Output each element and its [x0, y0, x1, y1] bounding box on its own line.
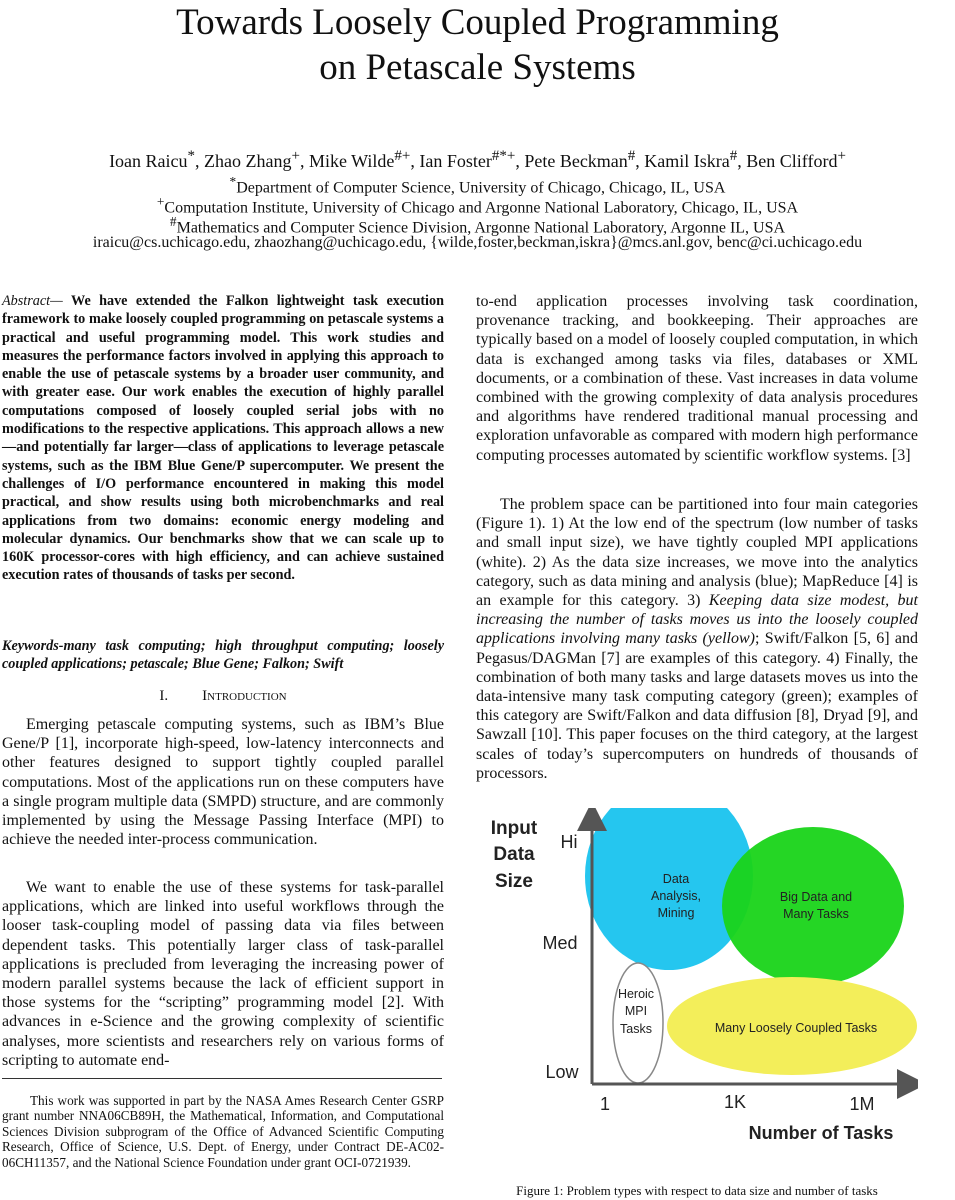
y-axis-title-3: Size [494, 871, 534, 892]
author-name: Pete Beckman [524, 151, 628, 171]
abstract-label: Abstract [2, 293, 51, 309]
label-analysis-1: Data [662, 872, 690, 886]
author-mark: * [187, 148, 196, 164]
region-big-data [722, 827, 904, 985]
abstract-dash: — [50, 293, 72, 309]
x-tick-1k: 1K [723, 1092, 747, 1112]
title-line-2: on Petascale Systems [319, 47, 636, 88]
author-name: Zhao Zhang [204, 151, 292, 171]
author-emails: iraicu@cs.uchicago.edu, zhaozhang@uchicago.edu, {wilde,foster,beckman,iskra}@mcs.anl.gov, benc@ci.uchicago.edu [92, 234, 863, 251]
intro-paragraph-1: Emerging petascale computing systems, such as IBM’s Blue Gene/P [1], incorporate high-speed, low-latency interconnects and other features designed to support tightly coupled parallel computations. Most of the applications run on these computers have a single program multiple data (SMPD) structure, and are commonly implemented by using the Message Passing Interface (MPI) to achieve the needed inter-process communication. [2, 716, 444, 849]
label-loose: Many Loosely Coupled Tasks [714, 1021, 878, 1035]
author-separator: , [410, 151, 420, 171]
author-name: Mike Wilde [308, 151, 395, 171]
affiliation-text: Department of Computer Science, University of Chicago, Chicago, IL, USA [236, 179, 726, 197]
affiliation-mark: * [229, 174, 237, 189]
label-bigdata-1: Big Data and [779, 890, 853, 904]
label-heroic-3: Tasks [620, 1022, 652, 1036]
y-axis-title-1: Input [490, 818, 538, 839]
figure-regions [585, 808, 917, 1083]
author-separator: , [515, 151, 525, 171]
author-separator: , [737, 151, 747, 171]
footnote: This work was supported in part by the NASA Ames Research Center GSRP grant number NNA06CB89H, the Mathematical, Information, and Computational Sciences Division subprogram of the Office of Advanced Scientific Computing Research, Office of Science, U.S. Dept. of Energy, under Contract DE-AC02-06CH11357, and the National Science Foundation under grant OCI-0721939. [2, 1093, 444, 1170]
label-heroic-2: MPI [624, 1004, 648, 1018]
footnote-rule [2, 1078, 442, 1079]
section-heading [2, 688, 444, 705]
abstract [2, 292, 444, 585]
label-heroic-1: Heroic [617, 987, 655, 1001]
author-name: Ian Foster [419, 151, 492, 171]
x-axis-title: Number of Tasks [748, 1123, 894, 1143]
paper-title [0, 0, 955, 90]
label-bigdata-2: Many Tasks [783, 907, 849, 921]
author-mark: + [291, 148, 300, 164]
author-separator: , [635, 151, 645, 171]
affiliation-text: Computation Institute, University of Chicago and Argonne National Laboratory, Chicago, IL, USA [164, 199, 799, 217]
figure-caption: Figure 1: Problem types with respect to data size and number of tasks [516, 1183, 878, 1198]
section-number: I. [159, 688, 169, 704]
figure-problem-types [476, 808, 918, 1178]
author-separator: , [195, 151, 205, 171]
author-mark: #+ [394, 148, 411, 164]
keywords: Keywords-many task computing; high throughput computing; loosely coupled applications; petascale; Blue Gene; Falkon; Swift [2, 638, 444, 673]
paragraph-text: ; Swift/Falkon [5, 6] and Pegasus/DAGMan [7] are examples of this category. 4) Finally, the combination of both many tasks and large datasets moves us into the data-intensive many task computing category (green); examples of this category are Swift/Falkon and data diffusion [8], Dryad [9], and Sawzall [10]. This paper focuses on the third category, at the largest scales of today’s supercomputers on hundreds of thousands of processors. [476, 630, 918, 782]
label-analysis-3: Mining [657, 906, 695, 920]
paragraph-emphasis: Keeping data size modest, but increasing the number of tasks moves us into the loosely coupled applications involving many tasks (yellow) [476, 592, 919, 648]
affiliation-mark: + [156, 194, 165, 209]
author-mark: #*+ [491, 148, 516, 164]
section-title: Introduction [202, 688, 287, 704]
author-mark: + [837, 148, 846, 164]
title-line-1: Towards Loosely Coupled Programming [176, 2, 779, 43]
affiliation-mark: # [169, 214, 177, 229]
intro-paragraph-2: We want to enable the use of these systems for task-parallel applications, which are linked into useful workflows through the looser task-coupling model of passing data via files between dependent tasks. This potentially larger class of task-parallel applications is precluded from leveraging the increasing power of modern parallel systems because the lack of efficient support in those systems for the “scripting” programming model [2]. With advances in e-Science and the growing complexity of scientific analyses, more scientists and researchers rely on various forms of scripting to automate end- [2, 879, 444, 1069]
author-name: Ben Clifford [746, 151, 838, 171]
x-tick-1m: 1M [849, 1094, 875, 1114]
right-paragraph-2 [476, 495, 918, 783]
author-list [0, 146, 955, 171]
affiliation-text: Mathematics and Computer Science Division, Argonne National Laboratory, Argonne IL, USA [176, 219, 786, 237]
author-separator: , [299, 151, 309, 171]
abstract-text: We have extended the Falkon lightweight task execution framework to make loosely coupled programming on petascale systems a practical and useful programming model. This work studies and measures the performance factors involved in applying this approach to enable the use of petascale systems by a broader user community, and with greater ease. Our work enables the execution of highly parallel computations composed of loosely coupled serial jobs with no modifications to the respective applications. This approach allows a new—and potentially far larger—class of applications to leverage petascale systems, such as the IBM Blue Gene/P supercomputer. We present the challenges of I/O performance encountered in making this model practical, and show results using both microbenchmarks and real applications from two domains: economic energy modeling and molecular dynamics. Our benchmarks show that we can scale up to 160K processor-cores with high efficiency, and can achieve sustained execution rates of thousands of tasks per second. [2, 293, 444, 584]
author-mark: # [729, 148, 738, 164]
author-name: Kamil Iskra [644, 151, 730, 171]
label-analysis-2: Analysis, [650, 889, 702, 903]
right-paragraph-1: to-end application processes involving task coordination, provenance tracking, and bookkeeping. Their approaches are typically based on a model of loosely coupled computation, in which data is exchanged among tasks via files, databases or XML documents, or a combination of these. Vast increases in data volume combined with the growing complexity of data analysis procedures and algorithms have rendered traditional manual processing and exploration unfavorable as compared with modern high performance computing processes automated by scientific workflow systems. [3] [476, 293, 918, 464]
y-tick-low: Low [545, 1062, 579, 1082]
x-tick-1: 1 [599, 1094, 611, 1114]
y-tick-hi: Hi [560, 832, 578, 852]
y-tick-med: Med [542, 933, 578, 953]
paragraph-text: The problem space can be partitioned into four main categories (Figure 1). 1) At the low end of the spectrum (low number of tasks and small input size), we have tightly coupled MPI applications (white). 2) As the data size increases, we move into the analytics category, such as data mining and analysis (blue); MapReduce [4] is an example for this category. 3) [476, 496, 918, 610]
author-mark: # [627, 148, 636, 164]
y-axis-title-2: Data [493, 844, 535, 865]
author-name: Ioan Raicu [109, 151, 188, 171]
